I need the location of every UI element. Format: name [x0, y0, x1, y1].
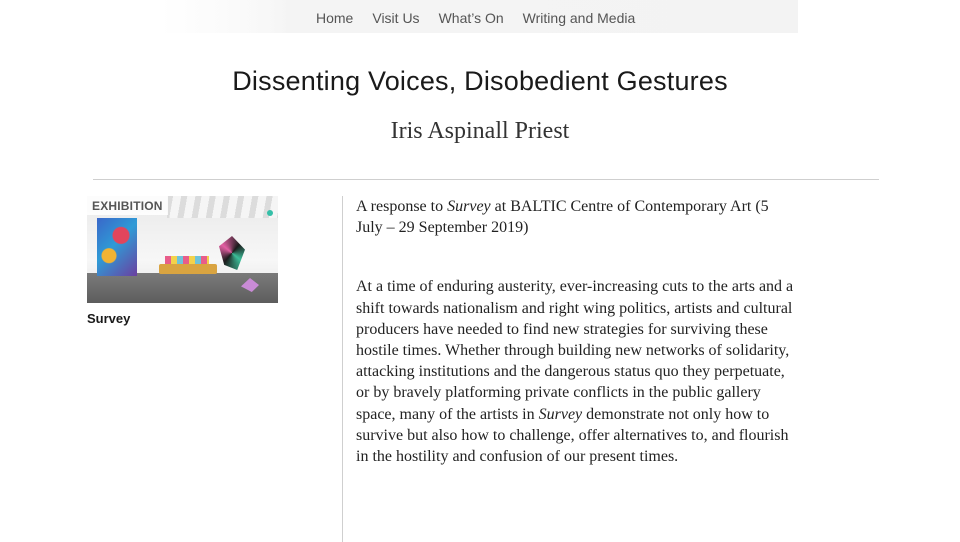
exhibition-thumbnail[interactable]	[87, 196, 278, 303]
nav-writing-media-link[interactable]: Writing and Media	[522, 10, 636, 26]
gallery-table	[159, 264, 217, 274]
gallery-wall-object	[267, 210, 273, 216]
body-exhibition-title: Survey	[538, 405, 583, 423]
main-menu	[316, 10, 654, 26]
intro-text-end: at BALTIC Centre of Contemporary Art (5 July – 29 September 2019)	[356, 198, 769, 237]
gallery-ceiling	[167, 196, 278, 218]
body-paragraph	[356, 276, 796, 467]
body-text-start: At a time of enduring austerity, ever-increasing cuts to the arts and a shift towards nationalism and right wing politics, artists and cultural producers have needed to find new strategies for surviving these hostile times. Whether through building new networks of solidarity, attacking institutions and the dangerous status quo they perpetuate, or by bravely platforming private conflicts in the public gallery space, many of the artists in	[356, 278, 794, 423]
body-text-end: demonstrate not only how to survive but also how to challenge, offer alternatives to, and flourish in the hostility and confusion of our present times.	[356, 405, 789, 466]
column-divider	[342, 196, 343, 542]
gallery-painting	[97, 218, 137, 276]
intro-paragraph	[356, 196, 796, 238]
exhibition-caption[interactable]: Survey	[87, 311, 131, 326]
intro-exhibition-title: Survey	[447, 198, 491, 215]
nav-banner-image	[160, 0, 290, 33]
author-name: Iris Aspinall Priest	[390, 118, 570, 144]
article-body	[356, 196, 796, 505]
nav-home-link[interactable]: Home	[316, 10, 354, 26]
exhibition-badge: EXHIBITION	[87, 196, 168, 215]
nav-visit-us-link[interactable]: Visit Us	[372, 10, 420, 26]
intro-text-start: A response to	[356, 198, 448, 215]
related-exhibition-card[interactable]	[87, 196, 278, 326]
header-divider	[93, 179, 879, 180]
nav-whats-on-link[interactable]: What’s On	[438, 10, 504, 26]
gallery-sculpture	[219, 236, 245, 270]
page-title: Dissenting Voices, Disobedient Gestures	[232, 66, 728, 96]
